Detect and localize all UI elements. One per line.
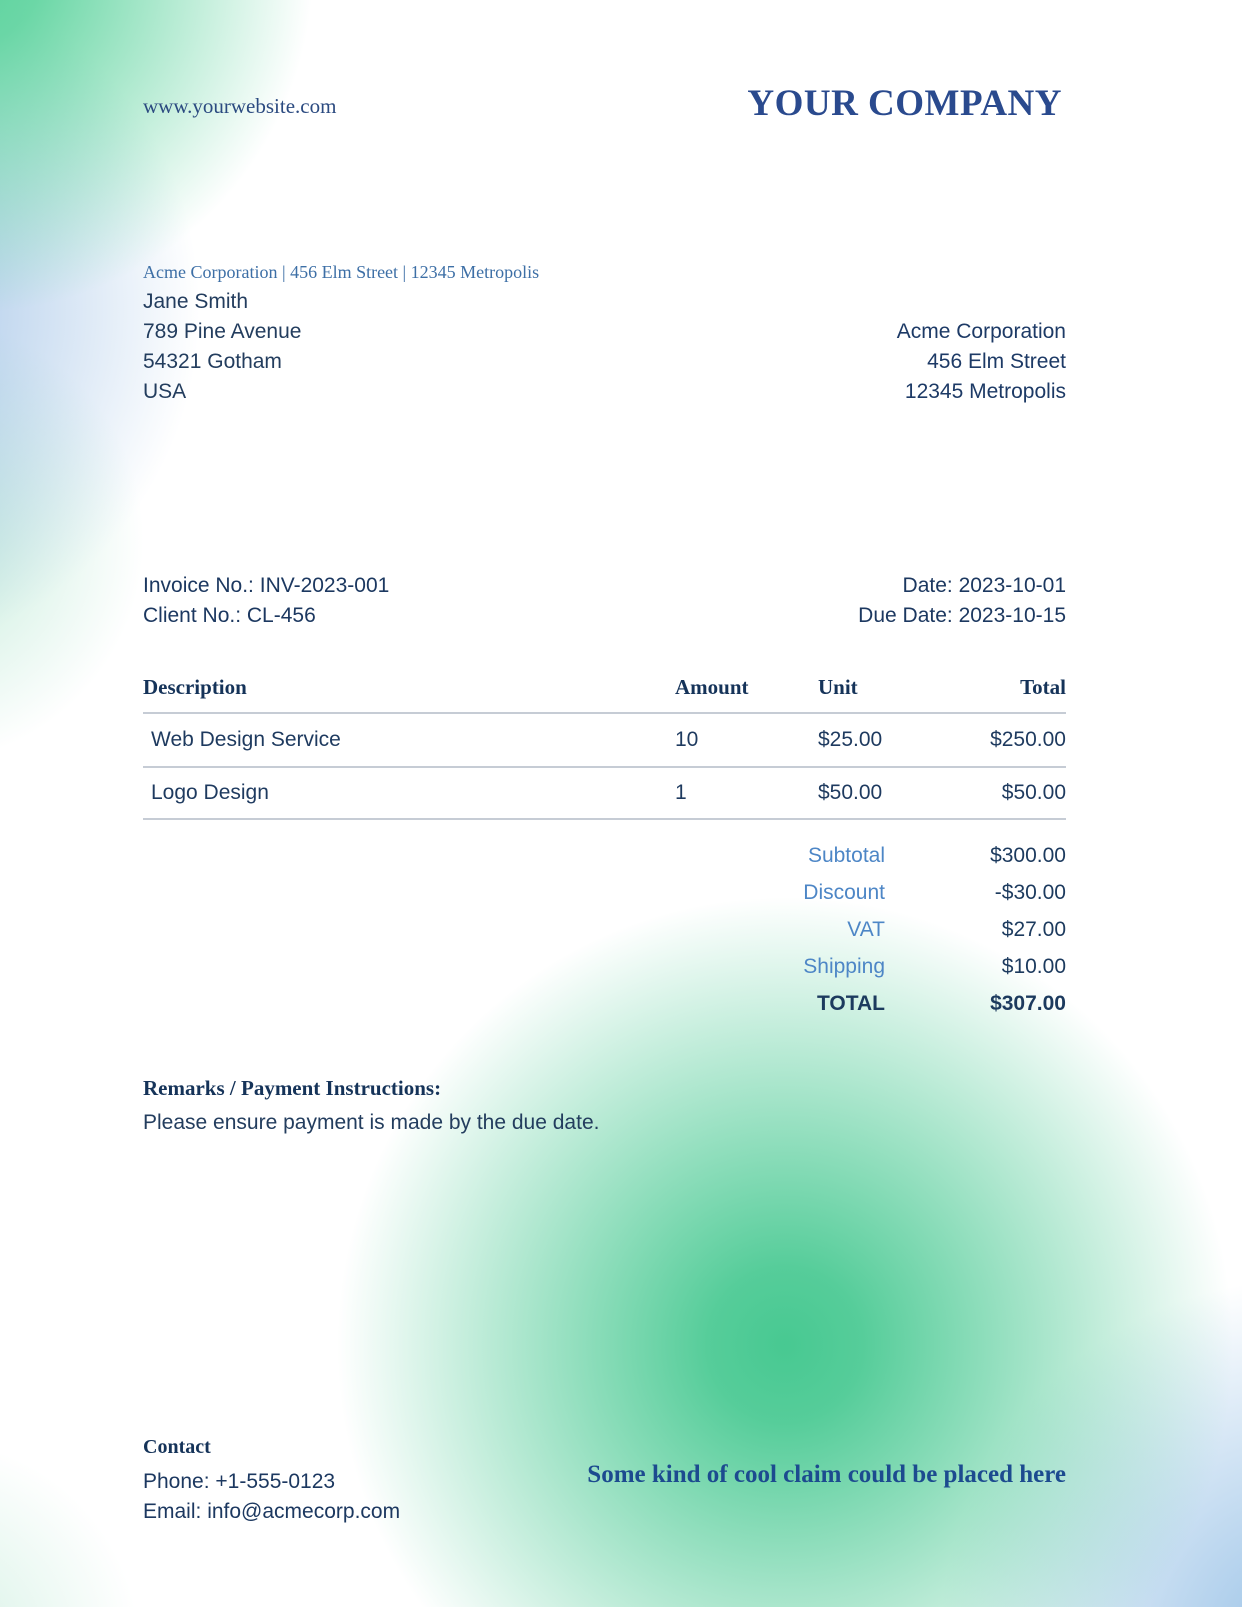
contact-section xyxy=(143,1436,400,1527)
contact-email-line xyxy=(143,1497,400,1527)
grand-total-row xyxy=(143,985,1066,1022)
client-number-value: CL-456 xyxy=(246,604,316,627)
item-unit-price: $50.00 xyxy=(818,781,883,804)
shipping-value: $10.00 xyxy=(1001,954,1066,978)
due-date-label: Due Date: xyxy=(858,604,953,627)
discount-label: Discount xyxy=(803,880,885,904)
due-date-line xyxy=(858,601,1066,631)
recipient-city: 54321 Gotham xyxy=(143,350,282,373)
subtotal-value: $300.00 xyxy=(990,843,1066,867)
discount-value: -$30.00 xyxy=(994,880,1066,904)
grand-total-value: $307.00 xyxy=(990,991,1066,1015)
phone-value: +1-555-0123 xyxy=(215,1470,336,1493)
vat-value: $27.00 xyxy=(1001,917,1066,941)
recipient-country: USA xyxy=(143,380,187,403)
item-unit-price: $25.00 xyxy=(818,728,883,751)
table-header-row xyxy=(143,662,1066,714)
contact-title: Contact xyxy=(143,1436,211,1458)
website-url: www.yourwebsite.com xyxy=(143,94,337,118)
shipping-label: Shipping xyxy=(803,954,885,978)
company-logo-text: YOUR COMPANY xyxy=(747,83,1062,124)
column-header-amount: Amount xyxy=(675,674,749,699)
invoice-date-label: Date: xyxy=(902,574,953,597)
phone-label: Phone: xyxy=(143,1470,210,1493)
company-address-city: 12345 Metropolis xyxy=(904,380,1066,403)
invoice-date-value: 2023-10-01 xyxy=(958,574,1066,597)
column-header-total: Total xyxy=(1020,674,1066,699)
invoice-number-line xyxy=(143,571,389,601)
client-number-label: Client No.: xyxy=(143,604,242,627)
column-header-unit: Unit xyxy=(818,674,858,699)
due-date-value: 2023-10-15 xyxy=(958,604,1066,627)
item-total: $250.00 xyxy=(990,728,1066,751)
shipping-row xyxy=(143,948,1066,985)
sender-address-line: Acme Corporation | 456 Elm Street | 12345 Metropolis xyxy=(143,262,540,282)
invoice-date-line xyxy=(858,571,1066,601)
recipient-name: Jane Smith xyxy=(143,290,249,313)
recipient-street: 789 Pine Avenue xyxy=(143,320,302,343)
invoice-number-label: Invoice No.: xyxy=(143,574,254,597)
footer-claim-text: Some kind of cool claim could be placed here xyxy=(587,1461,1066,1488)
table-row xyxy=(143,714,1066,768)
email-value: info@acmecorp.com xyxy=(207,1500,401,1523)
item-amount: 10 xyxy=(675,728,699,751)
company-address-name: Acme Corporation xyxy=(896,320,1066,343)
invoice-meta-right xyxy=(858,571,1066,631)
remarks-body: Please ensure payment is made by the due date. xyxy=(143,1111,600,1134)
column-header-description: Description xyxy=(143,674,247,699)
remarks-section xyxy=(143,1076,599,1135)
discount-row xyxy=(143,874,1066,911)
company-address-street: 456 Elm Street xyxy=(927,350,1066,373)
subtotal-row xyxy=(143,837,1066,874)
totals-section xyxy=(143,837,1066,1022)
line-items-table xyxy=(143,662,1066,820)
remarks-title: Remarks / Payment Instructions: xyxy=(143,1076,442,1100)
vat-label: VAT xyxy=(847,917,885,941)
table-row xyxy=(143,768,1066,820)
recipient-address-block xyxy=(143,287,301,407)
client-number-line xyxy=(143,601,389,631)
company-address-block xyxy=(897,317,1066,407)
item-amount: 1 xyxy=(675,781,687,804)
item-description: Logo Design xyxy=(151,781,269,804)
invoice-meta-left xyxy=(143,571,389,631)
item-description: Web Design Service xyxy=(151,728,341,751)
subtotal-label: Subtotal xyxy=(807,843,885,867)
grand-total-label: TOTAL xyxy=(816,991,885,1015)
item-total: $50.00 xyxy=(1001,781,1066,804)
email-label: Email: xyxy=(143,1500,202,1523)
vat-row xyxy=(143,911,1066,948)
contact-phone-line xyxy=(143,1467,400,1497)
invoice-number-value: INV-2023-001 xyxy=(259,574,390,597)
